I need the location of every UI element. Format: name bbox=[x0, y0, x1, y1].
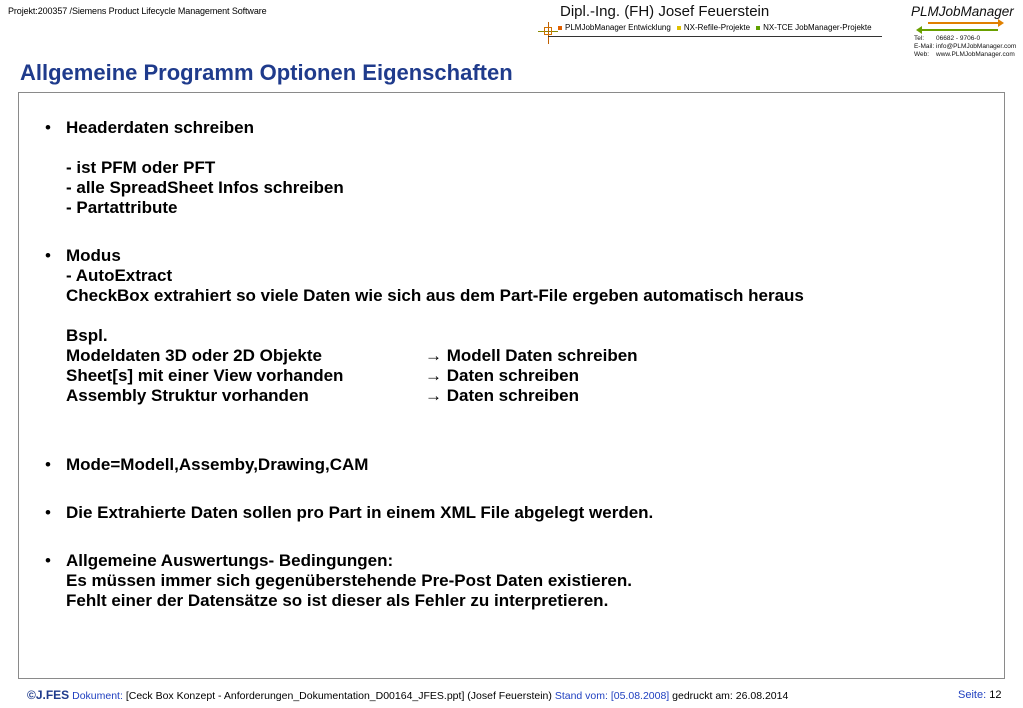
bullet-headerdaten: • Headerdaten schreiben - ist PFM oder PFT - alle SpreadSheet Infos schreiben - Partattribute bbox=[45, 118, 804, 218]
bullet-mode: • Mode=Modell,Assemby,Drawing,CAM bbox=[45, 455, 804, 475]
footer: ©J.FES Dokument: [Ceck Box Konzept - Anforderungen_Dokumentation_D00164_JFES.ppt] (Josef Feuerstein) Stand vom: [05.08.2008] gedruckt am: 26.08.2014 bbox=[27, 688, 789, 702]
header-nav bbox=[558, 23, 872, 32]
email-link[interactable]: info@PLMJobManager.com bbox=[936, 43, 1017, 50]
nav-item-refile[interactable]: NX-Refile-Projekte bbox=[677, 23, 750, 32]
bullet-icon bbox=[756, 26, 760, 30]
bullet-modus: • Modus - AutoExtract CheckBox extrahiert so viele Daten wie sich aus dem Part-File ergeben automatisch heraus Bspl. Modeldaten 3D oder 2D Objekte → Modell Daten schreiben Sheet[s] mit einer View vorhanden → Daten schreiben Assembly Struktur vorhanden → Daten schreiben bbox=[45, 246, 804, 406]
project-label: Projekt:200357 /Siemens Product Lifecycle Management Software bbox=[8, 6, 267, 16]
bullet-xml: • Die Extrahierte Daten sollen pro Part in einem XML File abgelegt werden. bbox=[45, 503, 804, 523]
nav-item-entwicklung[interactable]: PLMJobManager Entwicklung bbox=[558, 23, 671, 32]
logo: PLMJobManager bbox=[911, 4, 1014, 19]
nav-item-tce[interactable]: NX-TCE JobManager-Projekte bbox=[756, 23, 871, 32]
content-body bbox=[45, 118, 804, 611]
crosshair-icon bbox=[538, 22, 558, 44]
copyright: ©J.FES bbox=[27, 688, 70, 702]
bullet-auswertung: • Allgemeine Auswertungs- Bedingungen: Es müssen immer sich gegenüberstehende Pre-Post Daten existieren. Fehlt einer der Datensätze so ist dieser als Fehler zu interpretieren. bbox=[45, 551, 804, 611]
bullet-icon bbox=[677, 26, 681, 30]
document-name: [Ceck Box Konzept - Anforderungen_Dokumentation_D00164_JFES.ppt] (Josef Feuerstein) bbox=[125, 690, 552, 702]
page-title: Allgemeine Programm Optionen Eigenschaften bbox=[20, 60, 513, 85]
contact-block: Tel: 06682 - 9706-0 E-Mail: info@PLMJobManager.com Web: www.PLMJobManager.com bbox=[914, 35, 1017, 58]
page-number: Seite: 12 bbox=[958, 689, 1002, 701]
header-divider bbox=[548, 36, 882, 37]
author-name: Dipl.-Ing. (FH) Josef Feuerstein bbox=[560, 3, 770, 20]
logo-arrows-icon bbox=[914, 20, 1010, 34]
bullet-icon bbox=[558, 26, 562, 30]
web-link[interactable]: www.PLMJobManager.com bbox=[936, 51, 1015, 58]
